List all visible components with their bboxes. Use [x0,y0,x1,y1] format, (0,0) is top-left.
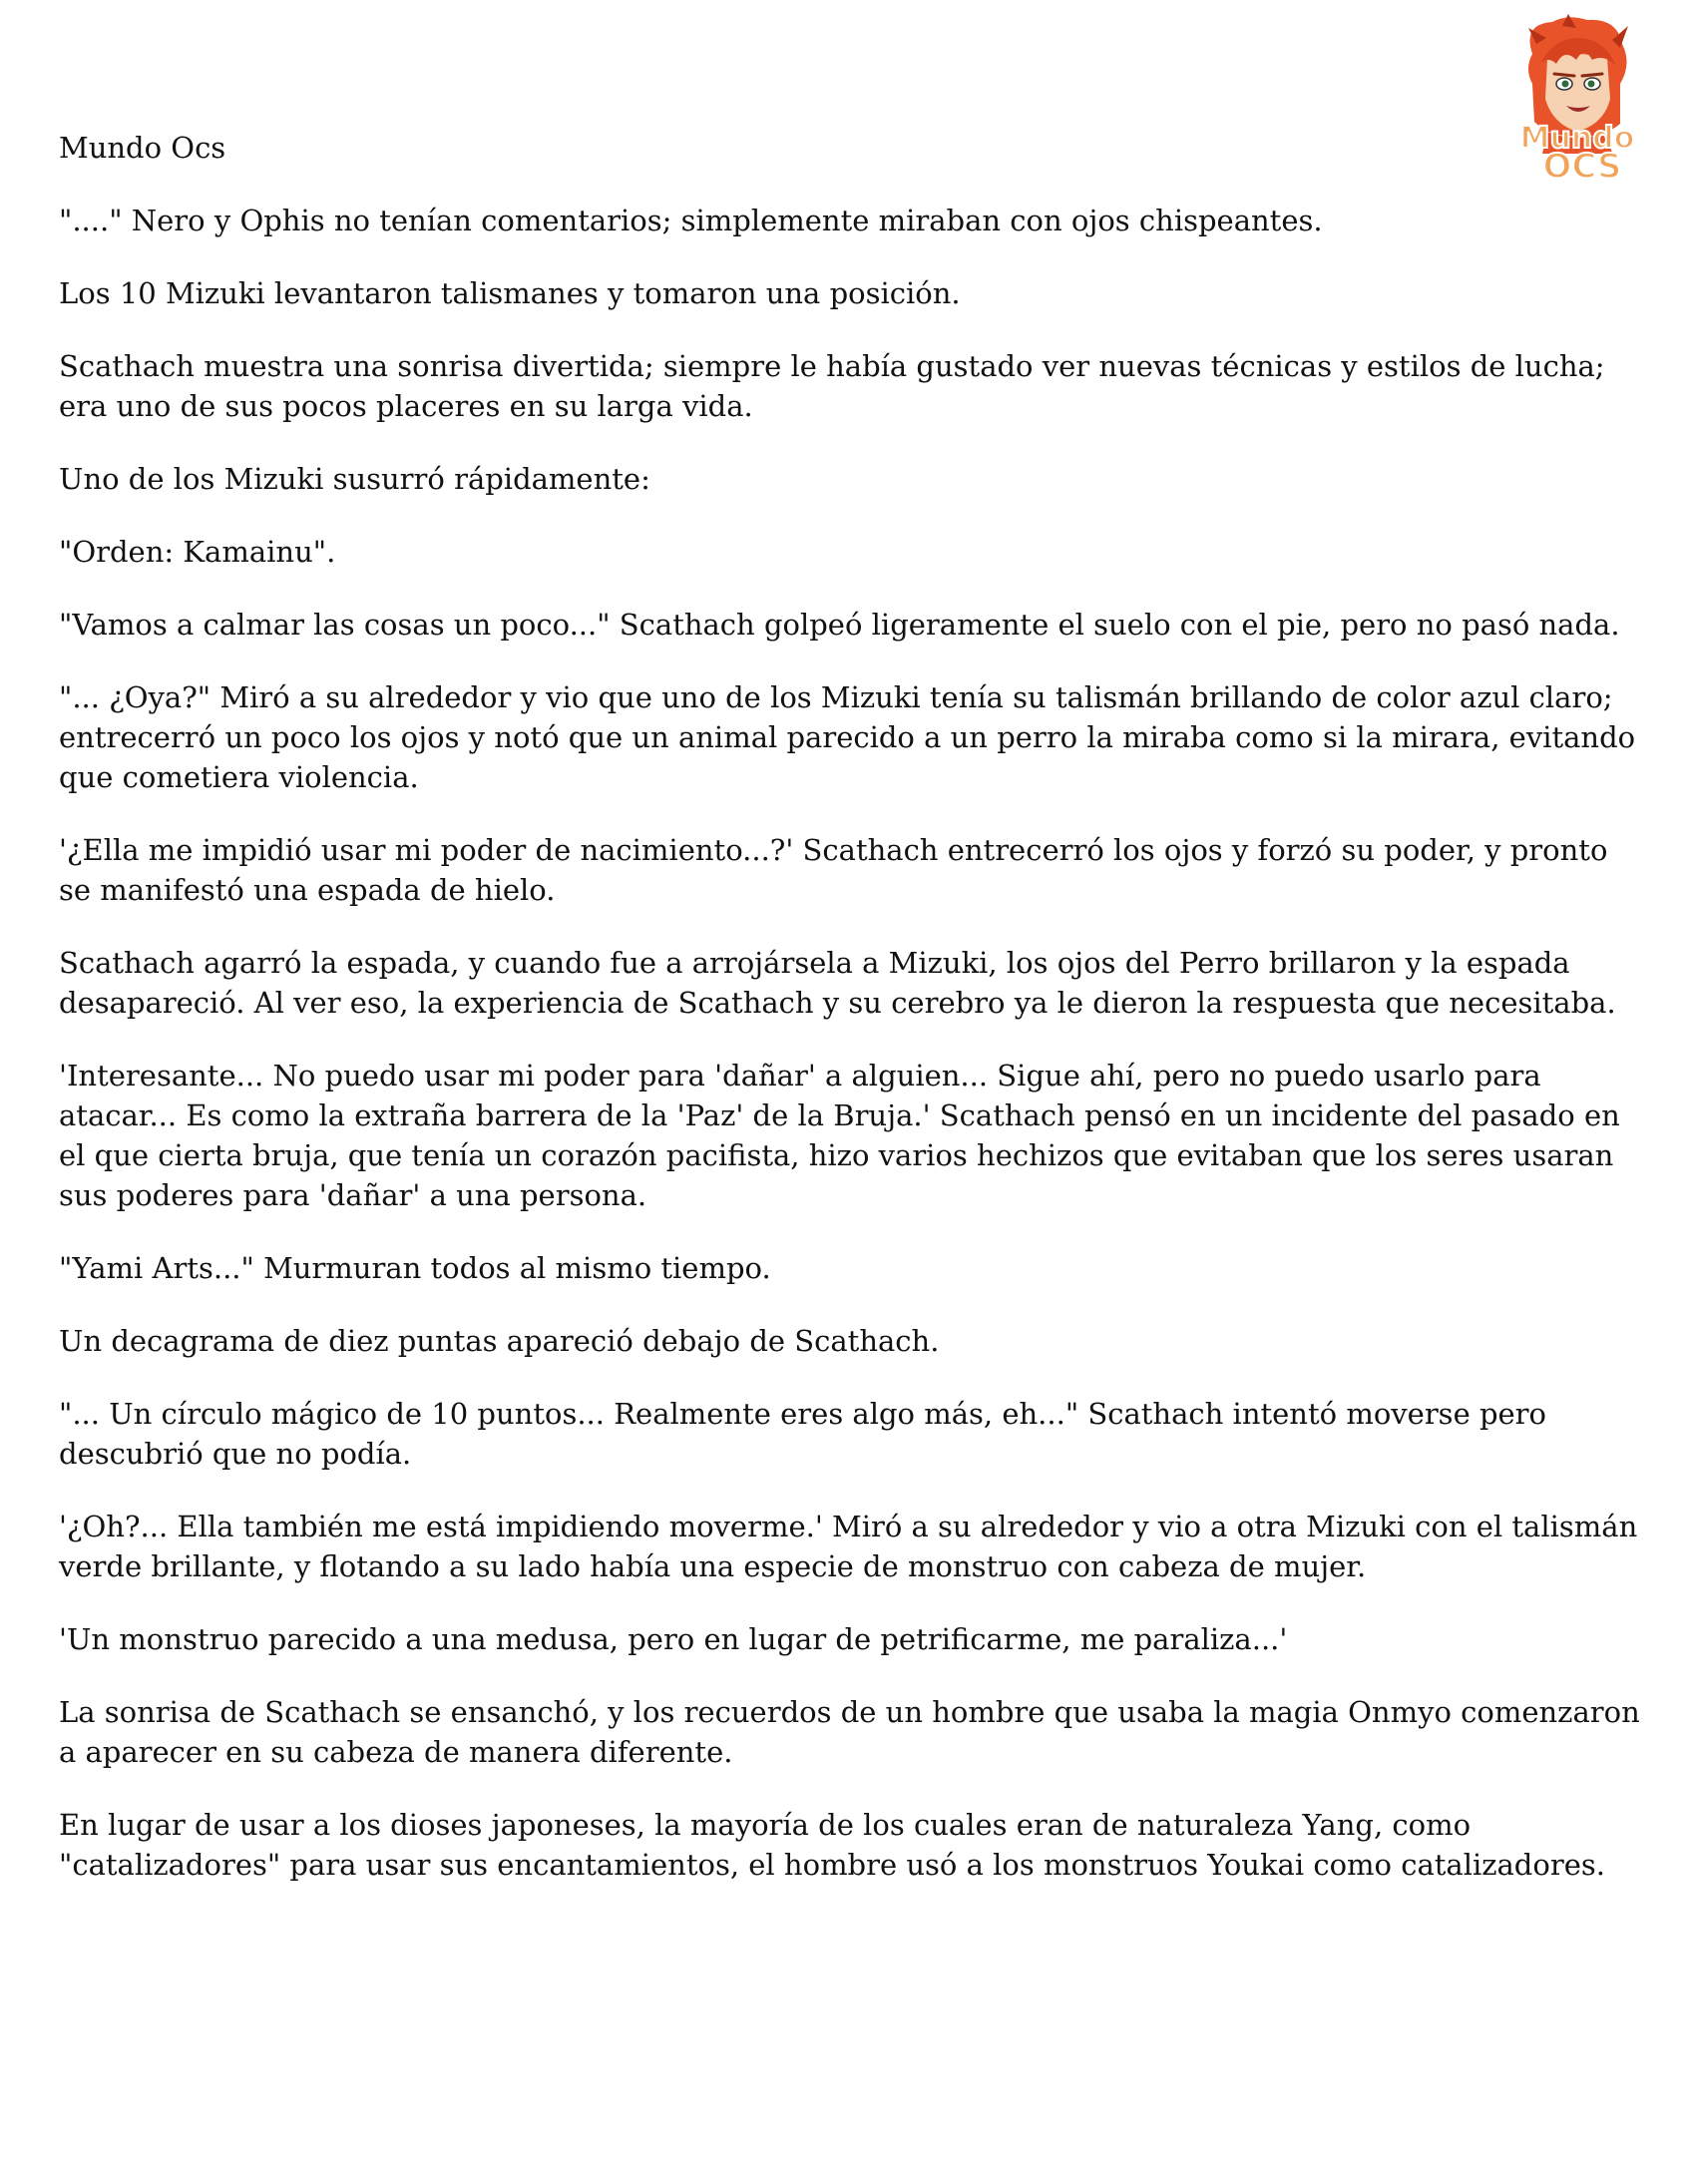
paragraph: En lugar de usar a los dioses japoneses, la mayoría de los cuales eran de naturaleza Yang, como "catalizadores" para usar sus encantamientos, el hombre usó a los monstruos Youkai como catalizadores. [59,1808,1605,1882]
paragraph: "Yami Arts..." Murmuran todos al mismo tiempo. [59,1251,771,1285]
logo-text-line1: Mundo [1519,121,1635,156]
paragraph: La sonrisa de Scathach se ensanchó, y los recuerdos de un hombre que usaba la magia Onmyo comenzaron a aparecer en su cabeza de manera diferente. [59,1695,1640,1769]
paragraph: Scathach agarró la espada, y cuando fue a arrojársela a Mizuki, los ojos del Perro brillaron y la espada desapareció. Al ver eso, la experiencia de Scathach y su cerebro ya le dieron la respuesta que necesitaba. [59,946,1616,1020]
document-title: Mundo Ocs [59,131,226,165]
paragraph: 'Un monstruo parecido a una medusa, pero en lugar de petrificarme, me paraliza...' [59,1622,1288,1656]
paragraph: Un decagrama de diez puntas apareció debajo de Scathach. [59,1324,940,1358]
paragraph: 'Interesante... No puedo usar mi poder para 'dañar' a alguien... Sigue ahí, pero no puedo usarlo para atacar... Es como la extraña barrera de la 'Paz' de la Bruja.' Scathach pensó en un incidente del pasado en el que cierta bruja, que tenía un corazón pacifista, hizo varios hechizos que evitaban que los seres usaran sus poderes para 'dañar' a una persona. [59,1059,1620,1212]
paragraph: "Orden: Kamainu". [59,535,336,569]
paragraph: Los 10 Mizuki levantaron talismanes y tomaron una posición. [59,276,961,310]
paragraph: "... Un círculo mágico de 10 puntos... Realmente eres algo más, eh..." Scathach intentó moverse pero descubrió que no podía. [59,1397,1546,1471]
paragraph: "... ¿Oya?" Miró a su alrededor y vio que uno de los Mizuki tenía su talismán brillando de color azul claro; entrecerró un poco los ojos y notó que un animal parecido a un perro la miraba como si la mirara, evitando que cometiera violencia. [59,680,1636,794]
paragraph: '¿Ella me impidió usar mi poder de nacimiento...?' Scathach entrecerró los ojos y forzó su poder, y pronto se manifestó una espada de hielo. [59,833,1608,907]
paragraph: "Vamos a calmar las cosas un poco..." Scathach golpeó ligeramente el suelo con el pie, pero no pasó nada. [59,608,1620,642]
paragraph: '¿Oh?... Ella también me está impidiendo moverme.' Miró a su alrededor y vio a otra Mizuki con el talismán verde brillante, y flotando a su lado había una especie de monstruo con cabeza de mujer. [59,1510,1638,1583]
document-body [59,128,1647,1918]
paragraph: Scathach muestra una sonrisa divertida; siempre le había gustado ver nuevas técnicas y estilos de lucha; era uno de sus pocos placeres en su larga vida. [59,349,1605,423]
paragraph: "...." Nero y Ophis no tenían comentarios; simplemente miraban con ojos chispeantes. [59,204,1323,237]
paragraph: Uno de los Mizuki susurró rápidamente: [59,462,650,496]
logo-text-line2: OCS [1542,147,1622,186]
